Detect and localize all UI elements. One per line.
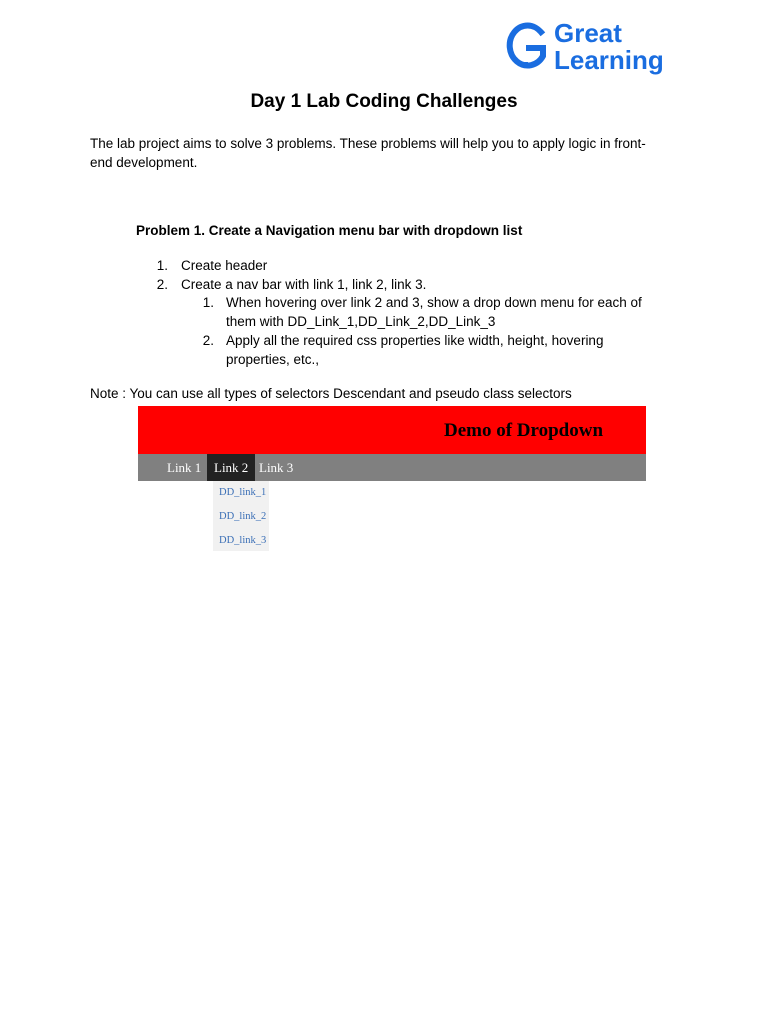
sublist-item-continued: properties, etc.,	[226, 351, 320, 367]
page-title: Day 1 Lab Coding Challenges	[250, 91, 518, 112]
logo-line-2: Learning	[554, 45, 664, 75]
dropdown-item-2[interactable]: DD_link_2	[219, 511, 267, 522]
great-learning-logo	[505, 20, 675, 76]
sublist-number: 1.	[202, 295, 214, 311]
nav-link-3[interactable]: Link 3	[259, 460, 294, 475]
dropdown-demo-screenshot	[138, 406, 646, 554]
sublist-item-continued: them with DD_Link_1,DD_Link_2,DD_Link_3	[226, 314, 496, 330]
dropdown-item-3[interactable]: DD_link_3	[219, 535, 267, 546]
note-text: Note : You can use all types of selectors Descendant and pseudo class selectors	[90, 386, 572, 401]
dropdown-item-1[interactable]: DD_link_1	[219, 487, 267, 498]
list-number: 1.	[156, 258, 168, 273]
demo-header	[138, 406, 646, 454]
list-item: Create header	[181, 258, 268, 273]
nav-link-1[interactable]: Link 1	[167, 460, 202, 475]
demo-nav-bar	[138, 454, 646, 481]
dropdown-menu	[213, 481, 269, 551]
logo-wordmark	[554, 20, 664, 74]
sublist-item: When hovering over link 2 and 3, show a drop down menu for each of	[226, 295, 642, 311]
demo-header-title: Demo of Dropdown	[444, 420, 604, 441]
great-learning-g-icon	[505, 22, 549, 72]
list-number: 2.	[156, 276, 168, 292]
sublist-item: Apply all the required css properties like width, height, hovering	[226, 332, 604, 348]
intro-paragraph: The lab project aims to solve 3 problems. These problems will help you to apply logic in front-end development.	[90, 136, 646, 170]
logo-line-1: Great	[554, 18, 622, 48]
list-item: Create a nav bar with link 1, link 2, link 3.	[181, 276, 427, 292]
sublist-number: 2.	[202, 332, 214, 348]
nav-link-2-active[interactable]: Link 2	[207, 454, 255, 481]
problem-heading: Problem 1. Create a Navigation menu bar with dropdown list	[136, 223, 523, 238]
